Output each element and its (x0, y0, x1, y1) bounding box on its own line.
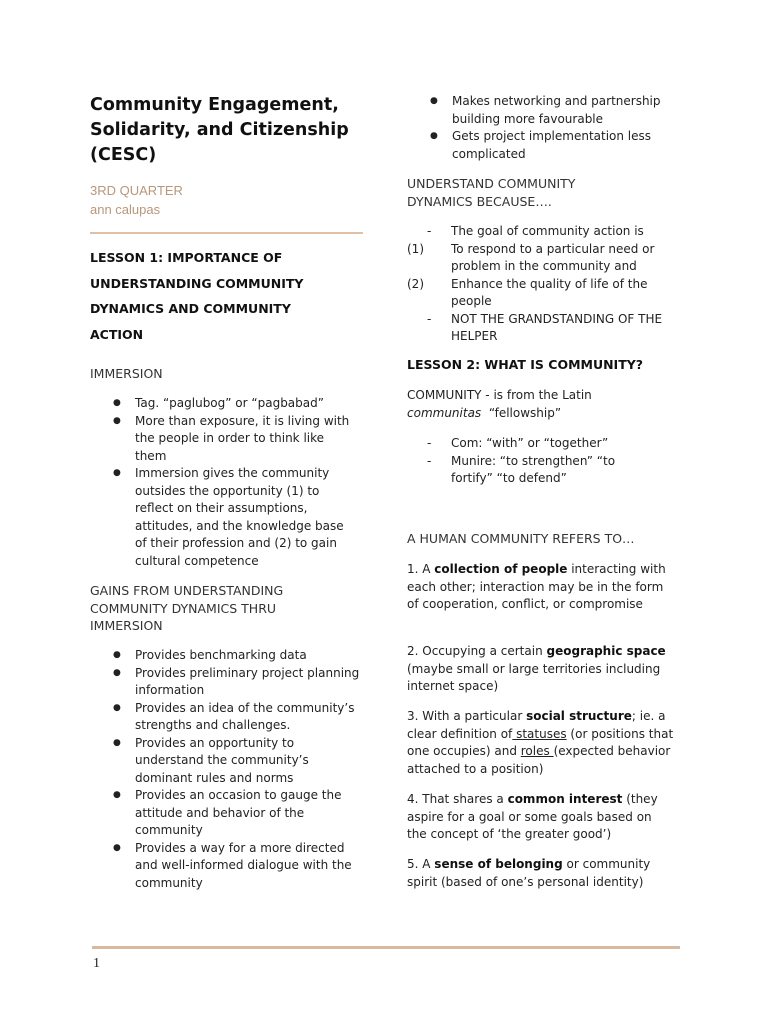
definition-1: 1. A collection of people interacting with each other; interaction may be in the form of cooperation, conflict, or compromise (407, 562, 666, 611)
lesson2-title: LESSON 2: WHAT IS COMMUNITY? (407, 357, 644, 372)
list-item: ● Provides an idea of the community’s strengths and challenges. (90, 700, 360, 735)
human-community-heading: A HUMAN COMMUNITY REFERS TO… (407, 531, 635, 546)
list-item: ● Provides an occasion to gauge the attitude and behavior of the community (90, 787, 360, 840)
immersion-list (90, 395, 352, 570)
footer-divider (92, 946, 680, 949)
immersion-heading: IMMERSION (90, 366, 163, 381)
list-item: ● Provides benchmarking data (90, 647, 360, 665)
page-number: 1 (93, 956, 100, 971)
definition-4: 4. That shares a common interest (they aspire for a goal or some goals based on the concept of ‘the greater good’) (407, 792, 658, 841)
author-name: ann calupas (90, 202, 161, 217)
list-item: ● Provides an opportunity to understand the community’s dominant rules and norms (90, 735, 360, 788)
list-item: (1) To respond to a particular need or problem in the community and (407, 241, 655, 273)
list-item: ● Provides a way for a more directed and well-informed dialogue with the community (90, 840, 360, 893)
document-title: Community Engagement, Solidarity, and Citizenship (CESC) (90, 95, 349, 165)
lesson1-title: LESSON 1: IMPORTANCE OF UNDERSTANDING COMMUNITY DYNAMICS AND COMMUNITY ACTION (90, 250, 304, 342)
definition-5: 5. A sense of belonging or community spirit (based of one’s personal identity) (407, 857, 651, 889)
community-definition: COMMUNITY - is from the Latin communitas “fellowship” (407, 388, 592, 420)
list-item: - Munire: “to strengthen” “to fortify” “to defend” (427, 453, 616, 485)
list-item: - The goal of community action is (427, 224, 644, 238)
list-item: ● Provides preliminary project planning information (90, 665, 360, 700)
list-item: ● Makes networking and partnership building more favourable (407, 93, 677, 128)
list-item: ● Gets project implementation less complicated (407, 128, 677, 163)
definition-2: 2. Occupying a certain geographic space (maybe small or large territories including internet space) (407, 644, 666, 693)
gains-heading: GAINS FROM UNDERSTANDING COMMUNITY DYNAMICS THRU IMMERSION (90, 583, 284, 633)
etymology-list (407, 435, 647, 488)
gains-list (90, 647, 360, 892)
list-item: ● More than exposure, it is living with the people in order to think like them (90, 413, 352, 466)
quarter-label: 3RD QUARTER (90, 183, 183, 198)
list-item: - NOT THE GRANDSTANDING OF THE HELPER (427, 311, 663, 343)
understand-list (407, 223, 677, 346)
list-item: ● Tag. “paglubog” or “pagbabad” (90, 395, 352, 413)
list-item: (2) Enhance the quality of life of the people (407, 276, 648, 308)
understand-heading: UNDERSTAND COMMUNITY DYNAMICS BECAUSE…. (407, 176, 576, 209)
continued-gains-list (407, 93, 677, 163)
definition-3: 3. With a particular social structure; ie. a clear definition of statuses (or positions that one occupies) and roles (expected behavior attached to a position) (407, 709, 674, 776)
header-divider (90, 232, 363, 234)
list-item: ● Immersion gives the community outsides the opportunity (1) to reflect on their assumptions, attitudes, and the knowledge base of their profession and (2) to gain cultural competence (90, 465, 352, 570)
list-item: - Com: “with” or “together” (427, 436, 609, 450)
